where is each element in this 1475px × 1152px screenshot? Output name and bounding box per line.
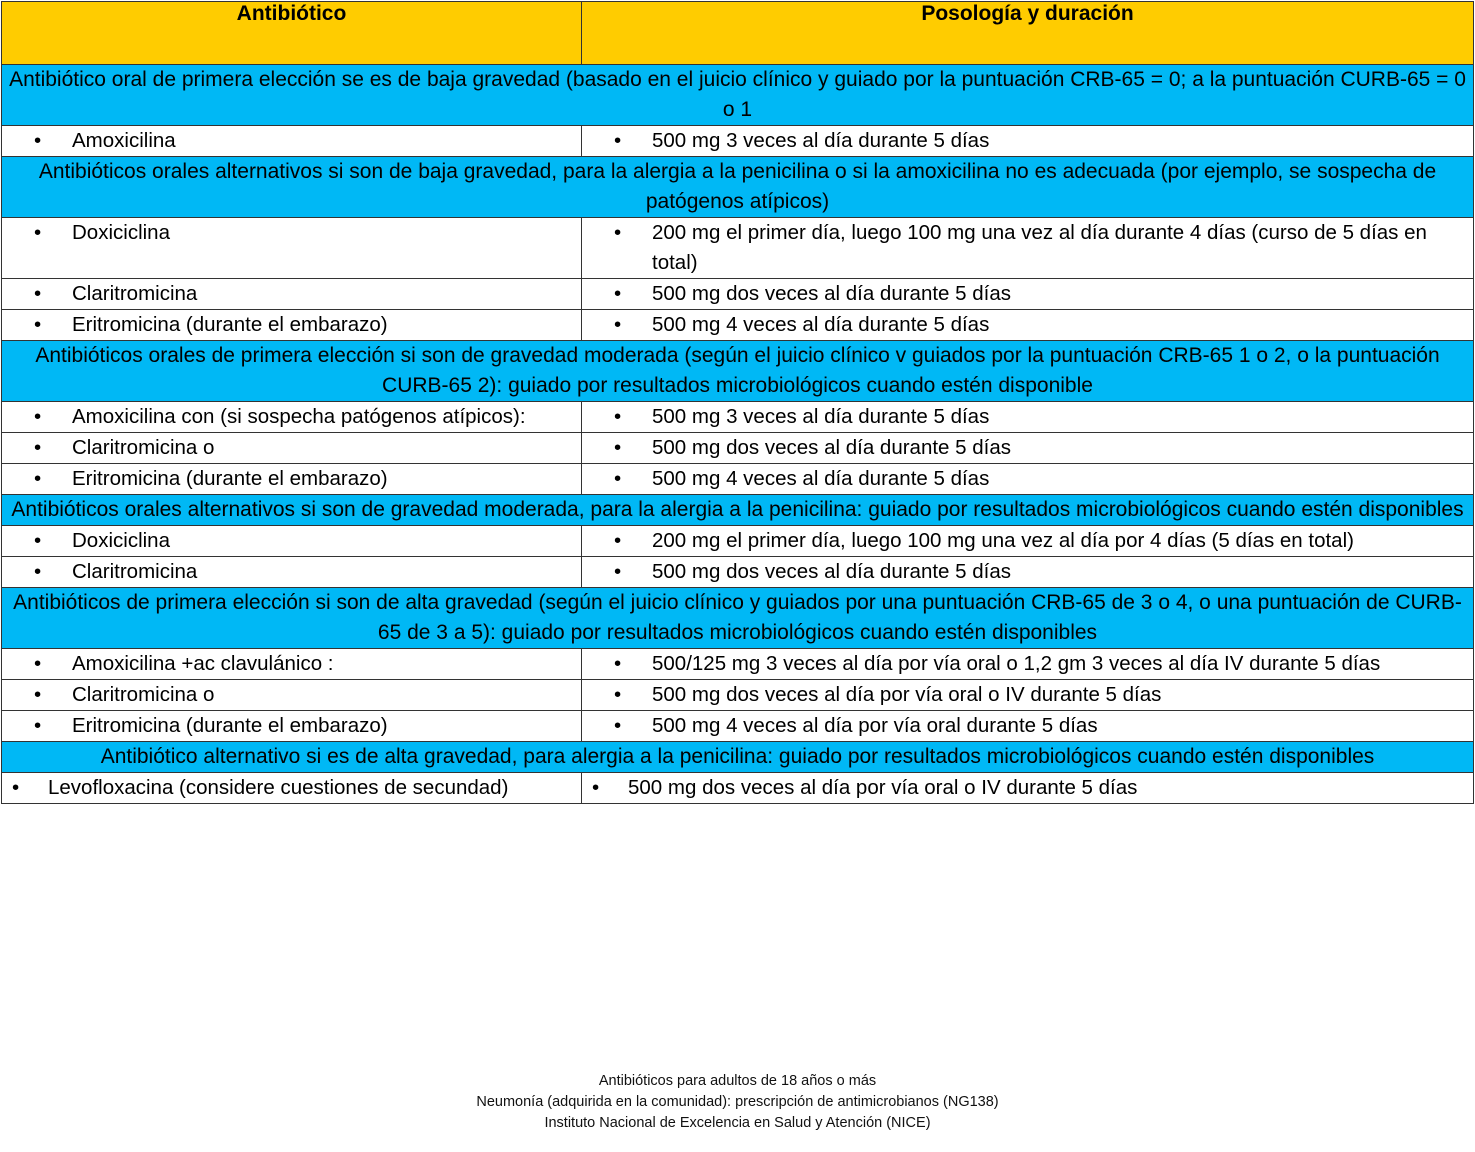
table-row [2,402,1474,433]
bullet-item [582,649,1473,679]
dosage-cell [582,279,1474,310]
dosage-cell [582,402,1474,433]
bullet-item [2,526,581,556]
antibiotic-text: Amoxicilina +ac clavulánico : [72,652,334,675]
caption-line: Antibióticos para adultos de 18 años o más [598,1073,877,1089]
antibiotic-text: Amoxicilina [72,129,176,152]
bullet-item [582,526,1473,556]
antibiotic-text: Doxiciclina [72,529,170,552]
table-row [2,680,1474,711]
section-row [2,495,1474,526]
section-title: Antibióticos de primera elección si son de alta gravedad (según el juicio clínico y guiados por una puntuación CRB-65 de 3 o 4, o una puntuación de CURB-65 de 3 a 5): guiado por resultados microbiológicos cuando estén disponibles [2,588,1474,649]
bullet-item [2,773,581,803]
table-row [2,433,1474,464]
antibiotic-cell [2,680,582,711]
caption-line: Instituto Nacional de Excelencia en Salud y Atención (NICE) [544,1115,931,1131]
antibiotic-text: Claritromicina o [72,436,215,459]
caption-line: Neumonía (adquirida en la comunidad): prescripción de antimicrobianos (NG138) [476,1094,999,1110]
bullet-item [582,711,1473,741]
bullet-icon: • [614,129,622,152]
bullet-icon: • [614,652,622,675]
table-row [2,279,1474,310]
antibiotic-text: Eritromicina (durante el embarazo) [72,313,388,336]
bullet-icon: • [34,652,42,675]
dosage-text: 500 mg 3 veces al día durante 5 días [652,129,990,152]
bullet-item [582,402,1473,432]
section-row [2,341,1474,402]
bullet-item [582,557,1473,587]
table-row [2,711,1474,742]
bullet-icon: • [34,282,42,305]
bullet-icon: • [34,467,42,490]
bullet-item [2,711,581,741]
bullet-icon: • [34,560,42,583]
bullet-icon: • [12,776,20,799]
antibiotic-cell [2,711,582,742]
bullet-icon: • [34,529,42,552]
antibiotic-text: Eritromicina (durante el embarazo) [72,467,388,490]
dosage-text: 500 mg dos veces al día por vía oral o IV durante 5 días [652,683,1162,706]
antibiotic-text: Doxiciclina [72,221,170,244]
bullet-icon: • [34,313,42,336]
dosage-text: 500 mg dos veces al día durante 5 días [652,560,1011,583]
dosage-text: 500/125 mg 3 veces al día por vía oral o 1,2 gm 3 veces al día IV durante 5 días [652,652,1381,675]
table-row [2,649,1474,680]
bullet-item [2,310,581,340]
bullet-icon: • [34,405,42,428]
antibiotic-cell [2,402,582,433]
antibiotic-text: Claritromicina o [72,683,215,706]
table-row [2,464,1474,495]
bullet-icon: • [614,282,622,305]
antibiotic-text: Amoxicilina con (si sospecha patógenos atípicos): [72,405,526,428]
bullet-icon: • [34,714,42,737]
bullet-icon: • [614,313,622,336]
bullet-item [582,218,1473,278]
bullet-item [582,279,1473,309]
dosage-cell [582,464,1474,495]
dosage-cell [582,773,1474,804]
bullet-icon: • [614,221,622,244]
antibiotic-cell [2,649,582,680]
bullet-item [2,433,581,463]
bullet-icon: • [34,436,42,459]
bullet-icon: • [614,405,622,428]
bullet-item [2,464,581,494]
bullet-icon: • [614,436,622,459]
section-title: Antibióticos orales alternativos si son de gravedad moderada, para la alergia a la penicilina: guiado por resultados microbiológicos cuando estén disponibles [2,495,1474,526]
bullet-icon: • [614,467,622,490]
table-row [2,773,1474,804]
table-body [2,65,1474,804]
dosage-text: 500 mg dos veces al día por vía oral o IV durante 5 días [628,776,1138,799]
antibiotic-cell [2,310,582,341]
bullet-icon: • [34,683,42,706]
antibiotic-text: Claritromicina [72,560,198,583]
bullet-item [2,279,581,309]
header-dosage: Posología y duración [582,2,1474,65]
antibiotic-text: Levofloxacina (considere cuestiones de secundad) [48,776,509,799]
section-row [2,742,1474,773]
table-row [2,126,1474,157]
section-title: Antibiótico alternativo si es de alta gravedad, para alergia a la penicilina: guiado por resultados microbiológicos cuando estén disponibles [2,742,1474,773]
section-title: Antibióticos orales de primera elección si son de gravedad moderada (según el juicio clínico v guiados por la puntuación CRB-65 1 o 2, o la puntuación CURB-65 2): guiado por resultados microbiológicos cuando estén disponible [2,341,1474,402]
section-title: Antibióticos orales alternativos si son de baja gravedad, para la alergia a la penicilina o si la amoxicilina no es adecuada (por ejemplo, se sospecha de patógenos atípicos) [2,157,1474,218]
dosage-cell [582,557,1474,588]
bullet-item [2,218,581,248]
antibiotic-cell [2,279,582,310]
dosage-cell [582,680,1474,711]
bullet-item [582,464,1473,494]
bullet-icon: • [614,529,622,552]
antibiotic-cell [2,218,582,279]
dosage-cell [582,310,1474,341]
dosage-text: 500 mg 4 veces al día durante 5 días [652,467,990,490]
antibiotic-cell [2,773,582,804]
antibiotic-cell [2,433,582,464]
dosage-text: 200 mg el primer día, luego 100 mg una vez al día durante 4 días (curso de 5 días en total) [652,221,1427,274]
table-row [2,557,1474,588]
section-row [2,588,1474,649]
antibiotic-cell [2,126,582,157]
bullet-icon: • [614,683,622,706]
dosage-cell [582,126,1474,157]
section-row [2,157,1474,218]
antibiotic-cell [2,557,582,588]
bullet-item [2,680,581,710]
dosage-text: 500 mg 4 veces al día por vía oral durante 5 días [652,714,1098,737]
bullet-item [2,126,581,156]
dosage-cell [582,711,1474,742]
antibiotic-text: Eritromicina (durante el embarazo) [72,714,388,737]
bullet-item [582,773,1473,803]
table-row [2,310,1474,341]
bullet-item [582,433,1473,463]
bullet-icon: • [34,129,42,152]
dosage-cell [582,649,1474,680]
dosage-cell [582,218,1474,279]
bullet-item [582,310,1473,340]
antibiotic-table [1,1,1474,804]
table-row [2,526,1474,557]
bullet-item [582,680,1473,710]
dosage-text: 500 mg dos veces al día durante 5 días [652,282,1011,305]
dosage-cell [582,526,1474,557]
header-row [2,2,1474,65]
bullet-icon: • [614,560,622,583]
dosage-cell [582,433,1474,464]
bullet-icon: • [34,221,42,244]
dosage-text: 500 mg 3 veces al día durante 5 días [652,405,990,428]
bullet-item [2,402,581,432]
bullet-icon: • [592,776,600,799]
dosage-text: 500 mg 4 veces al día durante 5 días [652,313,990,336]
antibiotic-cell [2,464,582,495]
source-caption [0,1071,1475,1134]
header-antibiotic: Antibiótico [2,2,582,65]
dosage-text: 200 mg el primer día, luego 100 mg una vez al día por 4 días (5 días en total) [652,529,1354,552]
table-row [2,218,1474,279]
section-row [2,65,1474,126]
bullet-item [582,126,1473,156]
bullet-item [2,649,581,679]
antibiotic-text: Claritromicina [72,282,198,305]
dosage-text: 500 mg dos veces al día durante 5 días [652,436,1011,459]
antibiotic-cell [2,526,582,557]
bullet-icon: • [614,714,622,737]
section-title: Antibiótico oral de primera elección se es de baja gravedad (basado en el juicio clínico y guiado por la puntuación CRB-65 = 0; a la puntuación CURB-65 = 0 o 1 [2,65,1474,126]
bullet-item [2,557,581,587]
